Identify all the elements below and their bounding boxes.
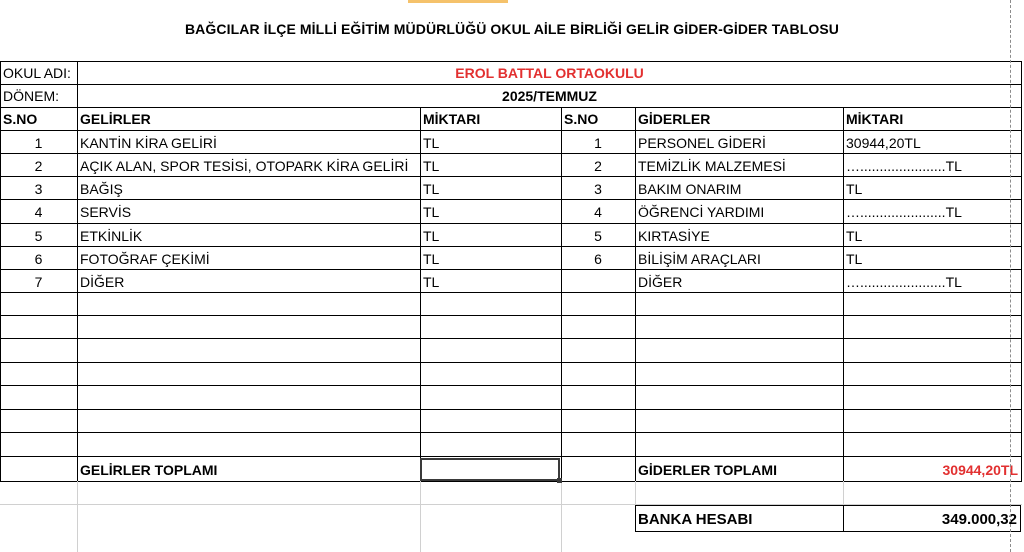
- income-item[interactable]: DİĞER: [80, 273, 125, 290]
- expense-no[interactable]: 2: [594, 157, 602, 174]
- grid-line: [0, 269, 1022, 270]
- grid-line: [77, 481, 78, 552]
- income-total-label[interactable]: GELİRLER TOPLAMI: [80, 462, 218, 478]
- grid-line: [420, 481, 421, 552]
- expense-amount[interactable]: …......................TL: [846, 157, 962, 174]
- income-item[interactable]: BAĞIŞ: [80, 180, 123, 197]
- table-row: [0, 224, 1024, 247]
- income-item[interactable]: FOTOĞRAF ÇEKİMİ: [80, 250, 210, 267]
- expense-amount[interactable]: 30944,20TL: [846, 134, 921, 151]
- income-amount[interactable]: TL: [423, 273, 440, 290]
- income-amount[interactable]: TL: [423, 157, 440, 174]
- header-miktari[interactable]: MİKTARI: [423, 111, 481, 127]
- expense-amount[interactable]: TL: [846, 227, 863, 244]
- grid-line: [0, 456, 1022, 457]
- grid-line: [635, 107, 636, 481]
- grid-line: [0, 61, 1, 481]
- grid-line: [635, 481, 636, 505]
- income-item[interactable]: KANTİN KİRA GELİRİ: [80, 134, 217, 151]
- school-row: [0, 62, 1024, 84]
- grid-line: [0, 362, 1022, 363]
- grid-line: [0, 199, 1022, 200]
- expense-item[interactable]: TEMİZLİK MALZEMESİ: [638, 157, 786, 174]
- expense-item[interactable]: BAKIM ONARIM: [638, 180, 742, 197]
- period-row: [0, 85, 1024, 107]
- table-row: [0, 200, 1024, 224]
- header-giderler[interactable]: GİDERLER: [638, 111, 711, 127]
- expense-total-value[interactable]: 30944,20TL: [942, 462, 1018, 478]
- income-amount[interactable]: TL: [423, 227, 440, 244]
- grid-line: [0, 481, 1022, 482]
- grid-line: [561, 107, 562, 481]
- period-value[interactable]: 2025/TEMMUZ: [502, 88, 597, 104]
- table-row: [0, 270, 1024, 293]
- expense-amount[interactable]: …......................TL: [846, 273, 962, 290]
- expense-amount[interactable]: TL: [846, 250, 863, 267]
- grid-line: [0, 223, 1022, 224]
- table-row: [0, 154, 1024, 177]
- income-no[interactable]: 4: [34, 204, 43, 220]
- table-row: [0, 177, 1024, 200]
- grid-line: [0, 176, 1022, 177]
- period-label[interactable]: DÖNEM:: [3, 88, 59, 104]
- income-item[interactable]: SERVİS: [80, 204, 132, 220]
- income-amount[interactable]: TL: [423, 204, 440, 220]
- income-no[interactable]: 2: [34, 157, 43, 174]
- expense-item[interactable]: ÖĞRENCİ YARDIMI: [638, 204, 765, 220]
- table-header: [0, 108, 1024, 130]
- grid-line: [77, 61, 78, 481]
- grid-line: [420, 107, 421, 481]
- table-row: [0, 247, 1024, 270]
- bank-box: [635, 505, 1021, 532]
- expense-item[interactable]: PERSONEL GİDERİ: [638, 134, 766, 151]
- expense-no[interactable]: 4: [594, 204, 602, 220]
- grid-line: [0, 385, 1022, 386]
- income-amount[interactable]: TL: [423, 134, 440, 151]
- expense-amount[interactable]: …......................TL: [846, 204, 962, 220]
- header-gelirler[interactable]: GELİRLER: [80, 111, 151, 127]
- fill-handle[interactable]: [557, 478, 562, 483]
- expense-item[interactable]: BİLİŞİM ARAÇLARI: [638, 250, 761, 267]
- expense-item[interactable]: DİĞER: [638, 273, 683, 290]
- grid-line: [0, 107, 1022, 108]
- income-no[interactable]: 3: [34, 180, 43, 197]
- income-no[interactable]: 7: [34, 273, 43, 290]
- selected-cell[interactable]: [420, 458, 560, 481]
- header-sno-2[interactable]: S.NO: [564, 111, 599, 127]
- grid-line: [0, 153, 1022, 154]
- grid-line: [561, 481, 562, 552]
- bank-label[interactable]: BANKA HESABI: [638, 510, 753, 528]
- grid-line: [0, 61, 1022, 62]
- expense-no[interactable]: 6: [594, 250, 602, 267]
- header-miktari-2[interactable]: MİKTARI: [846, 111, 904, 127]
- income-no[interactable]: 6: [34, 250, 43, 267]
- grid-line: [0, 246, 1022, 247]
- income-amount[interactable]: TL: [423, 250, 440, 267]
- grid-line: [843, 481, 844, 505]
- school-label[interactable]: OKUL ADI:: [3, 65, 71, 81]
- header-sno[interactable]: S.NO: [3, 111, 38, 127]
- grid-line: [0, 130, 1022, 131]
- income-no[interactable]: 1: [34, 134, 43, 151]
- grid-line: [0, 409, 1022, 410]
- income-no[interactable]: 5: [34, 227, 43, 244]
- expense-amount[interactable]: TL: [846, 180, 863, 197]
- table-row: [0, 131, 1024, 154]
- expense-item[interactable]: KIRTASİYE: [638, 227, 710, 244]
- grid-line: [1021, 61, 1022, 481]
- grid-line: [843, 107, 844, 481]
- expense-no[interactable]: [561, 270, 635, 293]
- income-item[interactable]: ETKİNLİK: [80, 227, 143, 244]
- expense-total-label[interactable]: GİDERLER TOPLAMI: [638, 462, 777, 478]
- income-item[interactable]: AÇIK ALAN, SPOR TESİSİ, OTOPARK KİRA GELİRİ: [80, 157, 409, 174]
- bank-value[interactable]: 349.000,32: [941, 510, 1017, 528]
- income-amount[interactable]: TL: [423, 180, 440, 197]
- page-break-line: [1010, 0, 1011, 552]
- expense-no[interactable]: 3: [594, 180, 602, 197]
- expense-no[interactable]: 1: [594, 134, 602, 151]
- grid-line: [0, 338, 1022, 339]
- grid-line: [0, 315, 1022, 316]
- grid-line: [0, 84, 1022, 85]
- expense-no[interactable]: 5: [594, 227, 602, 244]
- grid-line: [0, 432, 1022, 433]
- page-title: BAĞCILAR İLÇE MİLLİ EĞİTİM MÜDÜRLÜĞÜ OKUL AİLE BİRLİĞİ GELİR GİDER-GİDER TABLOSU: [184, 21, 840, 37]
- grid-line: [0, 292, 1022, 293]
- school-name[interactable]: EROL BATTAL ORTAOKULU: [455, 65, 644, 81]
